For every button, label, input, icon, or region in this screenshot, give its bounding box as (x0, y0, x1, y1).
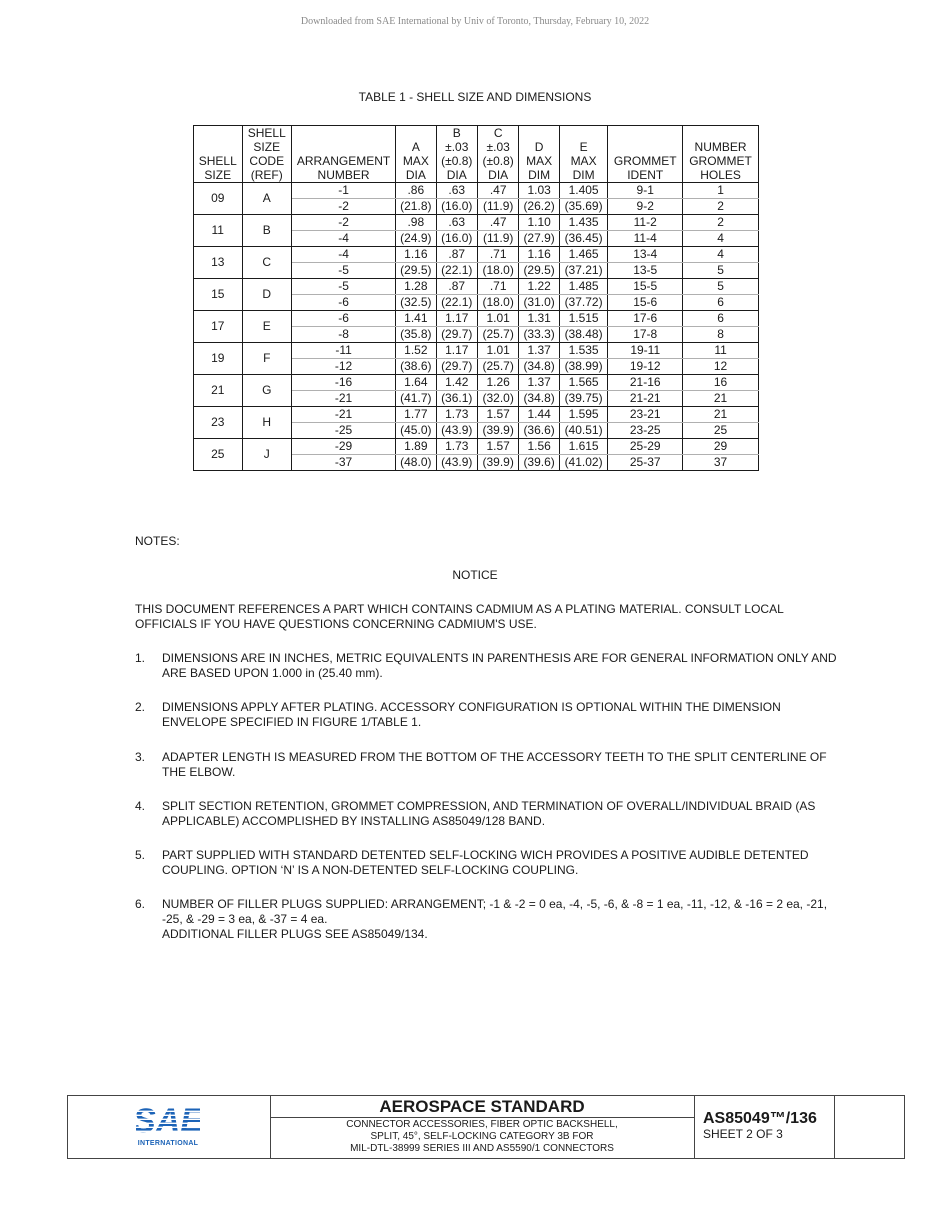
arrangement-cell: -4 (292, 247, 396, 263)
dim-a-cell: (24.9) (396, 231, 436, 247)
note-1 (135, 651, 845, 681)
title-block (67, 1095, 905, 1159)
dim-a-cell: (21.8) (396, 199, 436, 215)
grommet-holes-cell: 25 (683, 423, 759, 439)
dim-c-cell: (39.9) (477, 455, 518, 471)
column-header: ARRANGEMENT NUMBER (292, 126, 396, 183)
dim-a-cell: (41.7) (396, 391, 436, 407)
grommet-ident-cell: 13-4 (608, 247, 683, 263)
arrangement-cell: -2 (292, 199, 396, 215)
logo-cell (68, 1096, 271, 1158)
dim-e-cell: (40.51) (559, 423, 608, 439)
grommet-holes-cell: 16 (683, 375, 759, 391)
shell-size-cell: 19 (194, 343, 243, 375)
dim-e-cell: (38.99) (559, 359, 608, 375)
dim-b-cell: 1.17 (436, 311, 477, 327)
description-line: CONNECTOR ACCESSORIES, FIBER OPTIC BACKSHELL, (346, 1119, 618, 1130)
dim-a-cell: 1.28 (396, 279, 436, 295)
shell-size-cell: 21 (194, 375, 243, 407)
grommet-holes-cell: 2 (683, 199, 759, 215)
column-header: SHELL SIZE CODE (REF) (242, 126, 292, 183)
grommet-ident-cell: 11-4 (608, 231, 683, 247)
dim-e-cell: 1.485 (559, 279, 608, 295)
dim-b-cell: (22.1) (436, 295, 477, 311)
arrangement-cell: -12 (292, 359, 396, 375)
grommet-holes-cell: 2 (683, 215, 759, 231)
dim-e-cell: 1.405 (559, 183, 608, 199)
table-row (194, 439, 759, 455)
grommet-holes-cell: 21 (683, 407, 759, 423)
arrangement-cell: -1 (292, 183, 396, 199)
sae-logo-mark (136, 1104, 200, 1134)
shell-size-cell: 15 (194, 279, 243, 311)
note-text: PART SUPPLIED WITH STANDARD DETENTED SELF-LOCKING WICH PROVIDES A POSITIVE AUDIBLE DETENTED COUPLING. OPTION ‘N’ IS A NON-DETENTED SELF-LOCKING COUPLING. (162, 848, 809, 877)
dim-b-cell: 1.42 (436, 375, 477, 391)
column-header: D MAX DIM (519, 126, 559, 183)
note-text: DIMENSIONS ARE IN INCHES, METRIC EQUIVALENTS IN PARENTHESIS ARE FOR GENERAL INFORMATION ONLY AND ARE BASED UPON 1.000 in (25.40 mm). (162, 651, 837, 680)
table-body (194, 183, 759, 471)
dim-b-cell: 1.73 (436, 439, 477, 455)
dim-d-cell: (29.5) (519, 263, 559, 279)
table-row (194, 375, 759, 391)
note-number: 4. (135, 799, 146, 813)
dim-c-cell: 1.01 (477, 311, 518, 327)
dim-a-cell: .98 (396, 215, 436, 231)
dim-c-cell: 1.57 (477, 439, 518, 455)
logo-subtitle: INTERNATIONAL (137, 1140, 199, 1147)
dim-e-cell: (39.75) (559, 391, 608, 407)
note-text: DIMENSIONS APPLY AFTER PLATING. ACCESSORY CONFIGURATION IS OPTIONAL WITHIN THE DIMENSION ENVELOPE SPECIFIED IN FIGURE 1/TABLE 1. (162, 700, 781, 729)
grommet-ident-cell: 17-8 (608, 327, 683, 343)
note-text: NUMBER OF FILLER PLUGS SUPPLIED: ARRANGEMENT; -1 & -2 = 0 ea, -4, -5, -6, & -8 = 1 ea, -11, -12, & -16 = 2 ea, -21, -25, & -29 = 3 ea, & -37 = 4 ea. ADDITIONAL FILLER PLUGS SEE AS85049/134. (162, 897, 828, 941)
dim-a-cell: 1.64 (396, 375, 436, 391)
dim-a-cell: (38.6) (396, 359, 436, 375)
description-line: SPLIT, 45°, SELF-LOCKING CATEGORY 3B FOR (370, 1131, 594, 1142)
sheet-number: SHEET 2 OF 3 (703, 1127, 783, 1141)
dim-e-cell: 1.565 (559, 375, 608, 391)
grommet-ident-cell: 15-5 (608, 279, 683, 295)
grommet-ident-cell: 9-1 (608, 183, 683, 199)
note-text: SPLIT SECTION RETENTION, GROMMET COMPRESSION, AND TERMINATION OF OVERALL/INDIVIDUAL BRAID (AS APPLICABLE) ACCOMPLISHED BY INSTALLING AS85049/128 BAND. (162, 799, 816, 828)
dim-a-cell: (35.8) (396, 327, 436, 343)
dim-d-cell: (26.2) (519, 199, 559, 215)
download-watermark: Downloaded from SAE International by Univ of Toronto, Thursday, February 10, 2022 (300, 16, 650, 27)
arrangement-cell: -5 (292, 263, 396, 279)
dim-e-cell: (37.21) (559, 263, 608, 279)
column-header: NUMBER GROMMET HOLES (683, 126, 759, 183)
arrangement-cell: -29 (292, 439, 396, 455)
arrangement-cell: -2 (292, 215, 396, 231)
column-header: C ±.03 (±0.8) DIA (477, 126, 518, 183)
dim-b-cell: .63 (436, 215, 477, 231)
dim-c-cell: 1.57 (477, 407, 518, 423)
grommet-holes-cell: 5 (683, 263, 759, 279)
shell-size-cell: 13 (194, 247, 243, 279)
dim-e-cell: 1.435 (559, 215, 608, 231)
dim-b-cell: .63 (436, 183, 477, 199)
shell-size-cell: 11 (194, 215, 243, 247)
dim-d-cell: 1.31 (519, 311, 559, 327)
grommet-holes-cell: 37 (683, 455, 759, 471)
arrangement-cell: -25 (292, 423, 396, 439)
dim-b-cell: (43.9) (436, 423, 477, 439)
dim-c-cell: (18.0) (477, 263, 518, 279)
grommet-holes-cell: 29 (683, 439, 759, 455)
shell-code-cell: G (242, 375, 292, 407)
column-header: GROMMET IDENT (608, 126, 683, 183)
grommet-ident-cell: 13-5 (608, 263, 683, 279)
arrangement-cell: -8 (292, 327, 396, 343)
dim-c-cell: (11.9) (477, 199, 518, 215)
notice-title: NOTICE (452, 568, 498, 582)
grommet-holes-cell: 4 (683, 231, 759, 247)
sae-logo (136, 1104, 200, 1147)
note-number: 3. (135, 750, 146, 764)
shell-code-cell: C (242, 247, 292, 279)
grommet-ident-cell: 19-11 (608, 343, 683, 359)
note-number: 1. (135, 651, 146, 665)
dim-d-cell: (34.8) (519, 391, 559, 407)
dim-d-cell: 1.44 (519, 407, 559, 423)
shell-size-cell: 17 (194, 311, 243, 343)
dim-b-cell: 1.73 (436, 407, 477, 423)
dim-e-cell: (37.72) (559, 295, 608, 311)
dim-a-cell: (45.0) (396, 423, 436, 439)
column-header: B ±.03 (±0.8) DIA (436, 126, 477, 183)
shell-code-cell: E (242, 311, 292, 343)
arrangement-cell: -4 (292, 231, 396, 247)
note-6 (135, 897, 845, 942)
shell-size-cell: 23 (194, 407, 243, 439)
shell-size-cell: 25 (194, 439, 243, 471)
note-number: 2. (135, 700, 146, 714)
doc-number-cell (694, 1096, 835, 1158)
grommet-ident-cell: 15-6 (608, 295, 683, 311)
column-header: SHELL SIZE (194, 126, 243, 183)
grommet-ident-cell: 25-37 (608, 455, 683, 471)
grommet-ident-cell: 11-2 (608, 215, 683, 231)
dim-a-cell: 1.89 (396, 439, 436, 455)
grommet-ident-cell: 9-2 (608, 199, 683, 215)
grommet-holes-cell: 21 (683, 391, 759, 407)
dim-b-cell: (36.1) (436, 391, 477, 407)
dim-d-cell: 1.22 (519, 279, 559, 295)
arrangement-cell: -6 (292, 295, 396, 311)
title-cell (270, 1096, 695, 1158)
standard-heading: AEROSPACE STANDARD (270, 1096, 694, 1118)
dim-e-cell: 1.595 (559, 407, 608, 423)
shell-code-cell: F (242, 343, 292, 375)
notes-heading: NOTES: (135, 534, 180, 548)
grommet-ident-cell: 23-25 (608, 423, 683, 439)
grommet-ident-cell: 19-12 (608, 359, 683, 375)
dim-e-cell: (38.48) (559, 327, 608, 343)
dim-a-cell: .86 (396, 183, 436, 199)
dim-c-cell: .71 (477, 247, 518, 263)
dim-c-cell: 1.01 (477, 343, 518, 359)
notice-text: THIS DOCUMENT REFERENCES A PART WHICH CONTAINS CADMIUM AS A PLATING MATERIAL. CONSULT LOCAL OFFICIALS IF YOU HAVE QUESTIONS CONCERNING CADMIUM'S USE. (135, 602, 784, 631)
grommet-ident-cell: 17-6 (608, 311, 683, 327)
table-row (194, 279, 759, 295)
dim-d-cell: (33.3) (519, 327, 559, 343)
dim-d-cell: 1.37 (519, 375, 559, 391)
dim-d-cell: (27.9) (519, 231, 559, 247)
dim-e-cell: 1.615 (559, 439, 608, 455)
grommet-holes-cell: 6 (683, 311, 759, 327)
dim-b-cell: (16.0) (436, 199, 477, 215)
note-number: 5. (135, 848, 146, 862)
grommet-holes-cell: 11 (683, 343, 759, 359)
dim-c-cell: .47 (477, 215, 518, 231)
logo-wordmark: SAE (136, 1104, 200, 1134)
dim-d-cell: (36.6) (519, 423, 559, 439)
dim-a-cell: (48.0) (396, 455, 436, 471)
dim-b-cell: .87 (436, 247, 477, 263)
dim-c-cell: 1.26 (477, 375, 518, 391)
shell-code-cell: J (242, 439, 292, 471)
table-row (194, 247, 759, 263)
shell-code-cell: H (242, 407, 292, 439)
dim-b-cell: (29.7) (436, 327, 477, 343)
note-3 (135, 750, 845, 780)
dim-e-cell: (41.02) (559, 455, 608, 471)
table-row (194, 343, 759, 359)
shell-code-cell: D (242, 279, 292, 311)
dim-d-cell: 1.16 (519, 247, 559, 263)
standard-description (270, 1118, 694, 1155)
dim-c-cell: (18.0) (477, 295, 518, 311)
grommet-ident-cell: 23-21 (608, 407, 683, 423)
dim-b-cell: .87 (436, 279, 477, 295)
dim-c-cell: (32.0) (477, 391, 518, 407)
grommet-holes-cell: 5 (683, 279, 759, 295)
arrangement-cell: -21 (292, 407, 396, 423)
dim-e-cell: (36.45) (559, 231, 608, 247)
dim-c-cell: (25.7) (477, 327, 518, 343)
shell-code-cell: B (242, 215, 292, 247)
description-line: MIL-DTL-38999 SERIES III AND AS5590/1 CONNECTORS (350, 1143, 614, 1154)
table-row (194, 215, 759, 231)
arrangement-cell: -16 (292, 375, 396, 391)
grommet-holes-cell: 12 (683, 359, 759, 375)
grommet-ident-cell: 25-29 (608, 439, 683, 455)
dim-c-cell: (39.9) (477, 423, 518, 439)
dim-a-cell: 1.16 (396, 247, 436, 263)
dim-a-cell: (29.5) (396, 263, 436, 279)
note-4 (135, 799, 845, 829)
grommet-holes-cell: 8 (683, 327, 759, 343)
dim-e-cell: 1.535 (559, 343, 608, 359)
table-row (194, 311, 759, 327)
dim-d-cell: (39.6) (519, 455, 559, 471)
column-header: A MAX DIA (396, 126, 436, 183)
dim-a-cell: 1.52 (396, 343, 436, 359)
table-header (194, 126, 759, 183)
grommet-ident-cell: 21-16 (608, 375, 683, 391)
dim-b-cell: (29.7) (436, 359, 477, 375)
table-row (194, 407, 759, 423)
dim-c-cell: .71 (477, 279, 518, 295)
shell-size-cell: 09 (194, 183, 243, 215)
dim-b-cell: (22.1) (436, 263, 477, 279)
note-2 (135, 700, 845, 730)
arrangement-cell: -5 (292, 279, 396, 295)
arrangement-cell: -11 (292, 343, 396, 359)
dim-b-cell: 1.17 (436, 343, 477, 359)
dim-c-cell: .47 (477, 183, 518, 199)
dim-d-cell: (31.0) (519, 295, 559, 311)
note-number: 6. (135, 897, 146, 911)
dim-d-cell: 1.10 (519, 215, 559, 231)
dim-a-cell: 1.77 (396, 407, 436, 423)
dim-b-cell: (16.0) (436, 231, 477, 247)
dim-b-cell: (43.9) (436, 455, 477, 471)
arrangement-cell: -37 (292, 455, 396, 471)
arrangement-cell: -21 (292, 391, 396, 407)
dim-c-cell: (25.7) (477, 359, 518, 375)
shell-code-cell: A (242, 183, 292, 215)
column-header: E MAX DIM (559, 126, 608, 183)
grommet-holes-cell: 6 (683, 295, 759, 311)
dim-d-cell: 1.37 (519, 343, 559, 359)
dim-e-cell: 1.465 (559, 247, 608, 263)
grommet-holes-cell: 1 (683, 183, 759, 199)
note-text: ADAPTER LENGTH IS MEASURED FROM THE BOTTOM OF THE ACCESSORY TEETH TO THE SPLIT CENTERLINE OF THE ELBOW. (162, 750, 827, 779)
document-number: AS85049™/136 (703, 1110, 817, 1127)
arrangement-cell: -6 (292, 311, 396, 327)
shell-size-table (193, 125, 759, 471)
note-5 (135, 848, 845, 878)
table-row (194, 183, 759, 199)
dim-e-cell: 1.515 (559, 311, 608, 327)
grommet-holes-cell: 4 (683, 247, 759, 263)
dim-c-cell: (11.9) (477, 231, 518, 247)
dim-d-cell: 1.03 (519, 183, 559, 199)
grommet-ident-cell: 21-21 (608, 391, 683, 407)
dim-a-cell: (32.5) (396, 295, 436, 311)
dim-d-cell: 1.56 (519, 439, 559, 455)
dim-d-cell: (34.8) (519, 359, 559, 375)
dim-e-cell: (35.69) (559, 199, 608, 215)
table-title: TABLE 1 - SHELL SIZE AND DIMENSIONS (358, 90, 592, 104)
dim-a-cell: 1.41 (396, 311, 436, 327)
